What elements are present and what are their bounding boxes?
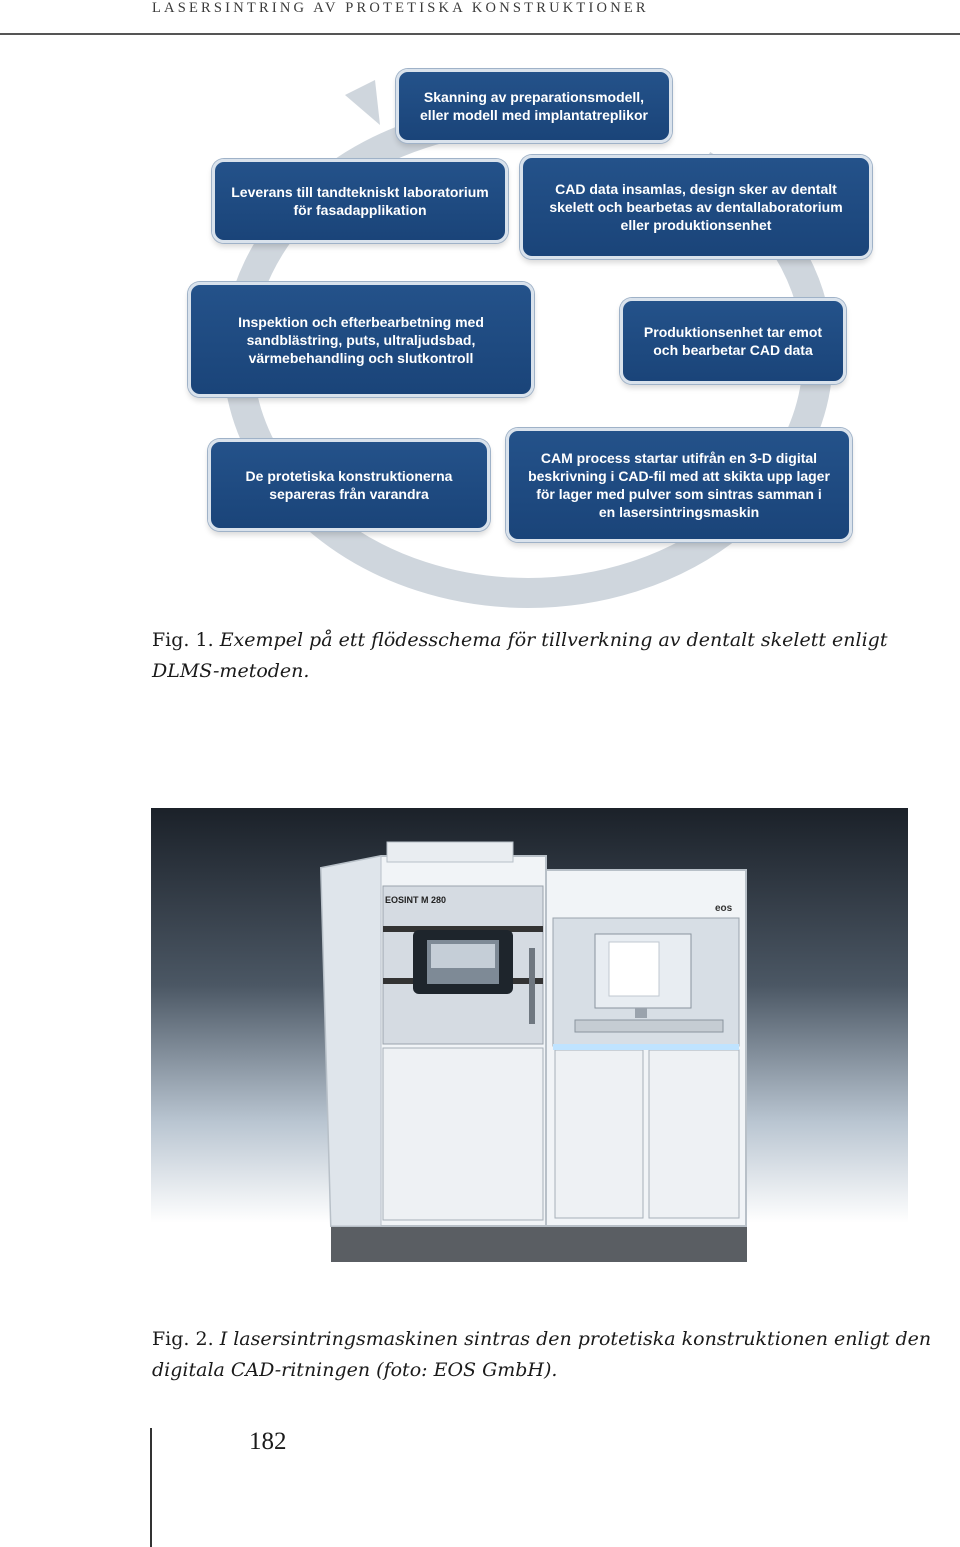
flow-step-scanning: Skanning av preparationsmodell, eller modell med implantatreplikor (396, 69, 672, 143)
cycle-arrowhead (345, 80, 380, 125)
flow-diagram (150, 55, 910, 615)
figure-1-text: Exempel på ett flödesschema för tillverkning av dentalt skelett enligt DLMS-metoden. (152, 629, 888, 682)
flow-step-delivery: Leverans till tandtekniskt laboratorium för fasadapplikation (212, 159, 508, 243)
figure-1-label: Fig. 1. (152, 629, 214, 651)
machine-photo (151, 808, 908, 1314)
laser-sintering-machine-illustration (151, 808, 908, 1314)
flow-step-cad-design: CAD data insamlas, design sker av dentalt skelett och bearbetas av dentallaboratorium eller produktionsenhet (520, 155, 872, 259)
figure-2-caption (152, 1324, 932, 1386)
figure-2-label: Fig. 2. (152, 1328, 214, 1350)
flow-step-separation: De protetiska konstruktionerna separeras från varandra (208, 439, 490, 531)
figure-1-caption (152, 625, 932, 687)
flow-step-inspection: Inspektion och efterbearbetning med sandblästring, puts, ultraljudsbad, värmebehandling och slutkontroll (188, 282, 534, 397)
flow-step-cam-process: CAM process startar utifrån en 3-D digital beskrivning i CAD-fil med att skikta upp lager för lager med pulver som sintras samman i en lasersintringsmaskin (506, 428, 852, 542)
header-rule (0, 33, 960, 35)
machine-brand-label: EOSINT M 280 (385, 895, 447, 905)
page-number: 182 (249, 1428, 287, 1455)
flow-step-production-unit: Produktionsenhet tar emot och bearbetar CAD data (620, 298, 846, 384)
running-header: LASERSINTRING AV PROTETISKA KONSTRUKTIONER (152, 0, 649, 16)
figure-2-text: I lasersintringsmaskinen sintras den protetiska konstruktionen enligt den digitala CAD-ritningen (foto: EOS GmbH). (152, 1328, 932, 1381)
eos-logo: eos (715, 903, 733, 914)
footer-rule (150, 1428, 152, 1547)
